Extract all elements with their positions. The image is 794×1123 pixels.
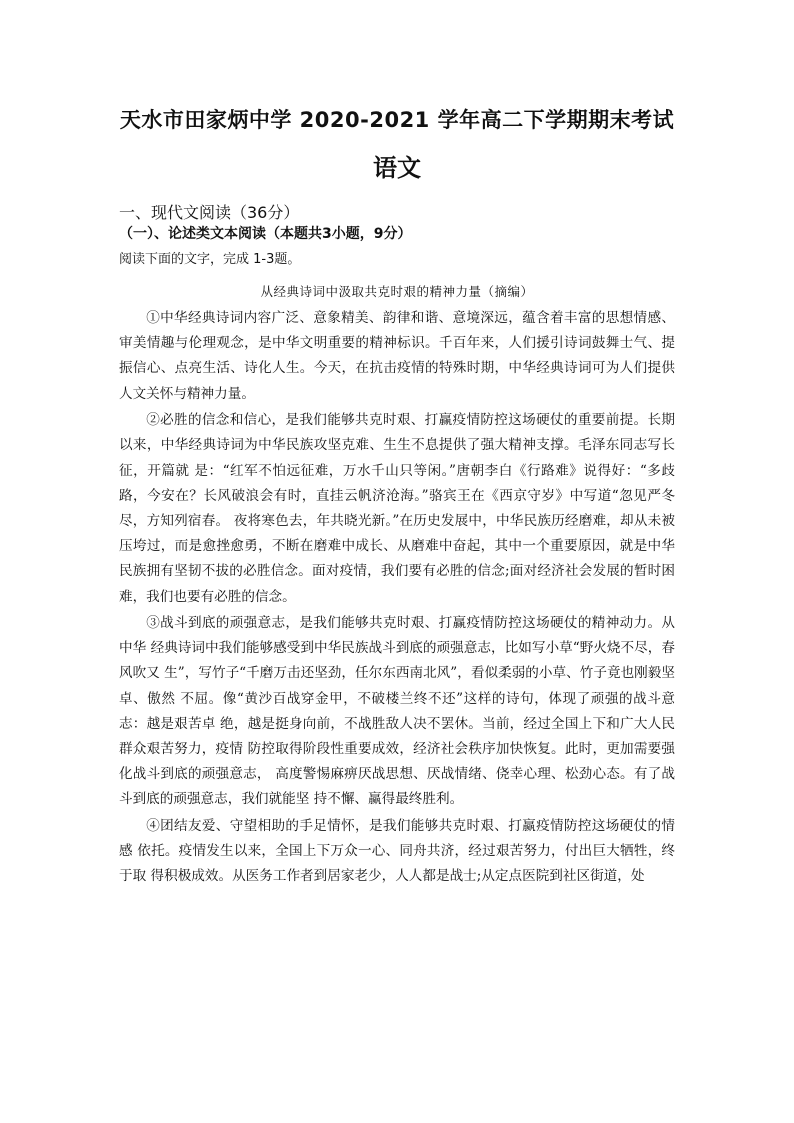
paragraph-4: ④团结友爱、守望相助的手足情怀，是我们能够共克时艰、打赢疫情防控这场硬仗的情感 依托。疫情发生以来，全国上下万众一心、同舟共济，经过艰苦努力，付出巨大牺牲，终于取 得积极成效。从医务工作者到居家老少，人人都是战士;从定点医院到社区街道，处 bbox=[119, 817, 675, 885]
paragraph-3: ③战斗到底的顽强意志，是我们能够共克时艰、打赢疫情防控这场硬仗的精神动力。从中华 经典诗词中我们能够感受到中华民族战斗到底的顽强意志，比如写小草“野火烧不尽，春风吹又 生”，写竹子“千磨万击还坚劲，任尔东西南北风”，看似柔弱的小草、竹子竟也刚毅坚卓、傲然 不屈。像“黄沙百战穿金甲，不破楼兰终不还”这样的诗句，体现了顽强的战斗意志：越是艰苦卓 绝，越是挺身向前，不战胜敌人决不罢休。当前，经过全国上下和广大人民群众艰苦努力，疫情 防控取得阶段性重要成效，经济社会秩序加快恢复。此时，更加需要强化战斗到底的顽强意志， 高度警惕麻痹厌战思想、厌战情绪、侥幸心理、松劲心态。有了战斗到底的顽强意志，我们就能坚 持不懈、赢得最终胜利。 bbox=[119, 615, 675, 808]
section-subheading: （一）、论述类文本阅读（本题共3小题，9分） bbox=[119, 226, 412, 242]
section-heading: 一、现代文阅读（36分） bbox=[119, 203, 300, 222]
subject-title: 语文 bbox=[373, 154, 421, 182]
exam-title: 天水市田家炳中学 2020-2021 学年高二下学期期末考试 bbox=[119, 108, 675, 132]
article-body bbox=[119, 306, 675, 891]
paragraph-2: ②必胜的信念和信心，是我们能够共克时艰、打赢疫情防控这场硬仗的重要前提。长期以来，中华经典诗词为中华民族攻坚克难、生生不息提供了强大精神支撑。毛泽东同志写长征，开篇就 是：“红军不怕远征难，万水千山只等闲。”唐朝李白《行路难》说得好：“多歧路，今安在？长风破浪会有时，直挂云帆济沧海。”骆宾王在《西京守岁》中写道“忽见严冬尽，方知列宿春。 夜将寒色去，年共晓光新。”在历史发展中，中华民族历经磨难，却从未被压垮过，而是愈挫愈勇，不断在磨难中成长、从磨难中奋起，其中一个重要原因，就是中华民族拥有坚韧不拔的必胜信念。面对疫情，我们要有必胜的信念;面对经济社会发展的暂时困难，我们也要有必胜的信念。 bbox=[119, 412, 675, 605]
article-title: 从经典诗词中汲取共克时艰的精神力量（摘编） bbox=[260, 284, 534, 299]
paragraph-1: ①中华经典诗词内容广泛、意象精美、韵律和谐、意境深远，蕴含着丰富的思想情感、审美情趣与伦理观念，是中华文明重要的精神标识。千百年来，人们援引诗词鼓舞士气、提振信心、点亮生活、诗化人生。今天，在抗击疫情的特殊时期，中华经典诗词可为人们提供人文关怀与精神力量。 bbox=[119, 310, 675, 402]
reading-instruction: 阅读下面的文字，完成 1-3题。 bbox=[119, 252, 301, 267]
